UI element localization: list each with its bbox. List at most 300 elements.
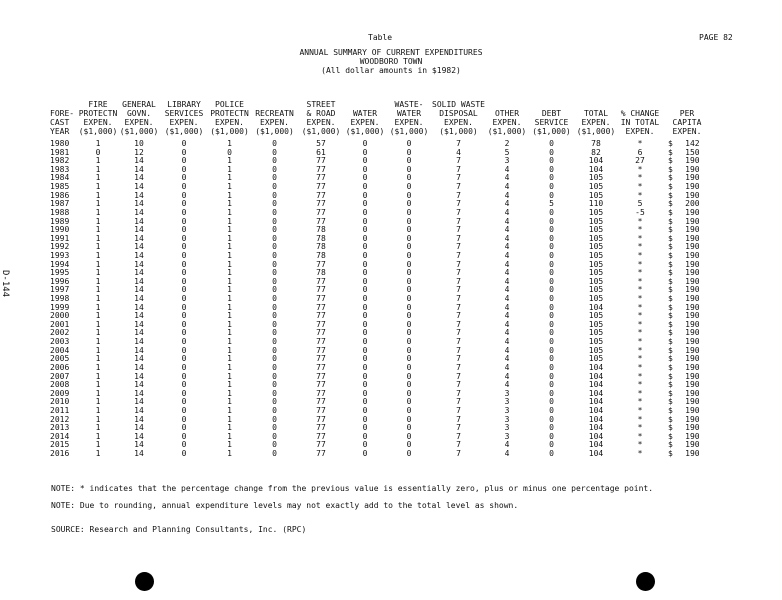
- table-cell: 77: [316, 311, 326, 321]
- column-header: [78, 100, 118, 140]
- table-cell: 7: [456, 164, 461, 174]
- table-cell: 7: [456, 139, 461, 149]
- table-cell: 78: [316, 233, 326, 243]
- table-cell: 0: [181, 371, 187, 381]
- table-cell: 0: [272, 182, 277, 192]
- table-cell: 0: [181, 388, 187, 398]
- year-cell: 2003: [50, 337, 70, 347]
- column-header-line: TOTAL: [583, 109, 609, 118]
- table-cell: 0: [272, 423, 277, 433]
- table-cell: 3: [504, 414, 510, 424]
- table-cell: 4: [504, 199, 510, 209]
- table-cell: 1: [227, 233, 232, 243]
- table-cell: 105: [588, 319, 604, 329]
- table-cell: 0: [362, 319, 368, 329]
- table-cell: 0: [362, 276, 368, 286]
- table-cell: 0: [272, 294, 277, 304]
- table-cell: 14: [134, 397, 144, 407]
- table-cell: 0: [181, 294, 187, 304]
- table-cell: 14: [134, 276, 144, 286]
- table-cell: 105: [588, 250, 604, 260]
- year-cell: 1986: [50, 190, 70, 200]
- table-cell: 4: [504, 380, 510, 390]
- table-cell: *: [637, 414, 643, 424]
- per-capita-value: 190: [685, 405, 700, 415]
- table-cell: *: [637, 337, 643, 347]
- table-cell: 0: [406, 328, 412, 338]
- table-cell: 14: [134, 207, 144, 217]
- table-cell: 105: [588, 207, 604, 217]
- table-cell: 78: [316, 250, 326, 260]
- table-cell: 0: [406, 354, 412, 364]
- table-cell: 1: [227, 354, 232, 364]
- table-cell: 0: [406, 276, 412, 286]
- table-cell: 1: [95, 431, 101, 441]
- table-cell: 77: [316, 285, 326, 295]
- column-header-line: ($1,000): [255, 127, 294, 136]
- table-row: [50, 269, 712, 278]
- column-header-line: ($1,000): [119, 127, 159, 136]
- table-cell: 1: [227, 207, 232, 217]
- column-header-line: WATER: [396, 109, 422, 118]
- table-cell: 4: [504, 311, 510, 321]
- table-cell: 0: [272, 371, 277, 381]
- table-cell: 7: [456, 405, 461, 415]
- table-cell: 0: [272, 190, 277, 200]
- table-cell: 1: [227, 250, 232, 260]
- table-cell: 0: [181, 173, 187, 183]
- currency-symbol: $: [667, 362, 673, 372]
- table-row: [50, 226, 712, 235]
- year-cell: 2005: [50, 354, 70, 364]
- column-header-line: & ROAD: [306, 109, 336, 118]
- table-cell: 7: [456, 397, 461, 407]
- table-subtitle: WOODBORO TOWN: [359, 57, 423, 66]
- table-cell: 3: [504, 423, 510, 433]
- table-cell: 105: [588, 259, 604, 269]
- currency-symbol: $: [667, 388, 673, 398]
- table-cell: 0: [406, 285, 412, 295]
- column-header-line: FORE-: [50, 109, 75, 118]
- column-header-line: SOLID WASTE: [432, 100, 485, 109]
- table-cell: 1: [95, 139, 101, 149]
- year-cell: 2001: [50, 319, 70, 329]
- table-cell: 7: [456, 388, 461, 398]
- column-header: [344, 100, 386, 140]
- table-cell: 0: [549, 431, 554, 441]
- table-cell: 12: [134, 147, 144, 157]
- table-row: [50, 372, 712, 381]
- table-cell: 105: [588, 337, 604, 347]
- table-cell: 14: [134, 345, 144, 355]
- table-cell: 0: [362, 431, 368, 441]
- table-cell: 0: [362, 380, 368, 390]
- currency-symbol: $: [667, 423, 673, 433]
- table-cell: 1: [227, 173, 232, 183]
- table-cell: 14: [134, 371, 144, 381]
- table-cell: 0: [272, 216, 277, 226]
- table-cell: 7: [456, 328, 461, 338]
- table-cell: 14: [134, 362, 144, 372]
- table-row: [50, 321, 712, 330]
- table-cell: 0: [362, 337, 368, 347]
- table-cell: 4: [504, 216, 510, 226]
- column-header: [118, 100, 160, 140]
- table-cell: 14: [134, 328, 144, 338]
- table-cell: 0: [406, 448, 412, 458]
- table-cell: 77: [316, 207, 326, 217]
- table-cell: 0: [406, 440, 412, 450]
- table-cell: *: [637, 354, 643, 364]
- table-cell: 1: [95, 354, 101, 364]
- table-cell: 4: [504, 337, 510, 347]
- column-header-line: [251, 100, 298, 109]
- table-cell: 14: [134, 156, 144, 166]
- table-cell: 27: [635, 156, 645, 166]
- currency-symbol: $: [667, 405, 673, 415]
- table-cell: 0: [181, 216, 187, 226]
- currency-symbol: $: [667, 139, 673, 149]
- year-cell: 2006: [50, 362, 70, 372]
- table-cell: 1: [95, 173, 101, 183]
- table-cell: 1: [95, 190, 101, 200]
- table-cell: 0: [272, 440, 277, 450]
- table-cell: 0: [549, 250, 554, 260]
- table-cell: 0: [549, 440, 554, 450]
- year-cell: 1996: [50, 276, 70, 286]
- currency-symbol: $: [667, 311, 673, 321]
- column-header-line: ($1,000): [576, 127, 616, 136]
- table-cell: 0: [181, 259, 187, 269]
- table-cell: 14: [134, 302, 144, 312]
- table-cell: 7: [456, 337, 461, 347]
- table-cell: *: [637, 268, 643, 278]
- table-cell: 1: [95, 285, 101, 295]
- table-row: [50, 192, 712, 201]
- year-cell: 1991: [50, 233, 70, 243]
- table-row: [50, 381, 712, 390]
- table-cell: 4: [504, 362, 510, 372]
- table-cell: *: [637, 328, 643, 338]
- table-cell: 0: [549, 294, 554, 304]
- table-cell: 0: [549, 285, 554, 295]
- table-cell: 104: [588, 362, 604, 372]
- table-body: [50, 140, 712, 459]
- year-cell: 2015: [50, 440, 70, 450]
- table-cell: 1: [227, 242, 232, 252]
- column-header-line: ($1,000): [78, 127, 118, 136]
- table-cell: 14: [134, 164, 144, 174]
- table-cell: 0: [406, 147, 412, 157]
- table-cell: 104: [588, 371, 604, 381]
- table-cell: *: [637, 405, 643, 415]
- table-cell: 0: [549, 268, 554, 278]
- per-capita-value: 190: [685, 414, 700, 424]
- table-cell: 77: [316, 319, 326, 329]
- year-cell: 1980: [50, 139, 70, 149]
- table-cell: 0: [362, 199, 368, 209]
- table-cell: 7: [456, 182, 461, 192]
- column-header-line: EXPEN.: [444, 118, 473, 127]
- table-cell: 3: [504, 405, 510, 415]
- per-capita-value: 190: [685, 216, 700, 226]
- currency-symbol: $: [667, 190, 673, 200]
- table-cell: 1: [227, 388, 232, 398]
- table-cell: 104: [588, 302, 604, 312]
- table-cell: 0: [406, 345, 412, 355]
- per-capita-value: 150: [685, 147, 700, 157]
- table-cell: 0: [549, 147, 554, 157]
- year-cell: 1997: [50, 285, 70, 295]
- table-cell: 1: [95, 268, 101, 278]
- column-header-line: [662, 100, 712, 109]
- table-row: [50, 140, 712, 149]
- table-cell: 1: [95, 276, 101, 286]
- table-cell: 77: [316, 173, 326, 183]
- table-cell: 0: [272, 156, 277, 166]
- year-cell: 1994: [50, 259, 70, 269]
- table-cell: 0: [181, 362, 187, 372]
- per-capita-value: 190: [685, 156, 700, 166]
- table-cell: 0: [272, 328, 277, 338]
- table-cell: 0: [272, 380, 277, 390]
- table-cell: 0: [181, 207, 187, 217]
- table-cell: 0: [406, 311, 412, 321]
- table-cell: 77: [316, 302, 326, 312]
- column-header-line: EXPEN.: [306, 118, 336, 127]
- table-cell: 1: [95, 199, 101, 209]
- table-cell: 1: [95, 440, 101, 450]
- table-cell: 0: [181, 242, 187, 252]
- table-cell: 0: [549, 397, 554, 407]
- table-cell: 105: [588, 285, 604, 295]
- column-header-line: PROTECTN: [210, 109, 249, 118]
- table-cell: 0: [272, 388, 277, 398]
- per-capita-value: 190: [685, 362, 700, 372]
- table-cell: -5: [635, 207, 645, 217]
- table-cell: 0: [272, 259, 277, 269]
- table-cell: 77: [316, 337, 326, 347]
- table-cell: 0: [362, 268, 368, 278]
- table-row: [50, 295, 712, 304]
- table-cell: 0: [272, 250, 277, 260]
- column-header-line: EXPEN.: [124, 118, 154, 127]
- table-cell: 4: [504, 268, 510, 278]
- column-header-line: EXPEN.: [260, 118, 289, 127]
- table-cell: 4: [504, 345, 510, 355]
- table-cell: 0: [406, 242, 412, 252]
- year-cell: 2004: [50, 345, 70, 355]
- table-cell: 0: [549, 337, 554, 347]
- table-row: [50, 390, 712, 399]
- column-header: [618, 100, 662, 140]
- table-cell: 1: [95, 345, 101, 355]
- per-capita-value: 190: [685, 250, 700, 260]
- table-cell: 14: [134, 311, 144, 321]
- table-cell: 1: [95, 414, 101, 424]
- table-cell: 0: [549, 362, 554, 372]
- year-cell: 1981: [50, 147, 70, 157]
- column-header: [386, 100, 432, 140]
- table-cell: 105: [588, 328, 604, 338]
- column-header-line: STREET: [306, 100, 336, 109]
- table-cell: 0: [272, 405, 277, 415]
- table-cell: 0: [272, 225, 277, 235]
- per-capita-value: 190: [685, 423, 700, 433]
- table-cell: 78: [316, 268, 326, 278]
- table-cell: 0: [362, 225, 368, 235]
- table-cell: 105: [588, 276, 604, 286]
- table-cell: 0: [272, 311, 277, 321]
- table-cell: 14: [134, 319, 144, 329]
- table-cell: 0: [549, 345, 554, 355]
- column-header-line: PROTECTN: [78, 109, 118, 118]
- column-header-line: EXPEN.: [672, 127, 702, 136]
- table-cell: 0: [549, 173, 554, 183]
- table-cell: 0: [181, 250, 187, 260]
- table-cell: 1: [95, 182, 101, 192]
- table-cell: 4: [456, 147, 461, 157]
- table-cell: 0: [406, 156, 412, 166]
- table-cell: 1: [95, 319, 101, 329]
- table-cell: 1: [95, 337, 101, 347]
- table-cell: 0: [272, 319, 277, 329]
- column-header-line: GOVN.: [126, 109, 152, 118]
- column-header-line: EXPEN.: [581, 118, 611, 127]
- column-header: [208, 100, 251, 140]
- currency-symbol: $: [667, 225, 673, 235]
- per-capita-value: 190: [685, 173, 700, 183]
- year-cell: 2016: [50, 448, 70, 458]
- table-cell: 105: [588, 216, 604, 226]
- table-cell: 5: [549, 199, 554, 209]
- table-cell: 1: [95, 380, 101, 390]
- table-cell: 0: [95, 147, 101, 157]
- table-cell: 4: [504, 164, 510, 174]
- table-cell: 0: [181, 147, 187, 157]
- per-capita-value: 190: [685, 242, 700, 252]
- table-row: [50, 364, 712, 373]
- table-cell: 0: [181, 414, 187, 424]
- table-row: [50, 424, 712, 433]
- year-cell: 1983: [50, 164, 70, 174]
- table-cell: *: [637, 319, 643, 329]
- year-cell: 2010: [50, 397, 70, 407]
- per-capita-value: 190: [685, 302, 700, 312]
- table-row: [50, 416, 712, 425]
- column-header-line: ($1,000): [389, 127, 429, 136]
- currency-symbol: $: [667, 233, 673, 243]
- table-cell: 1: [227, 190, 232, 200]
- table-cell: 4: [504, 328, 510, 338]
- table-cell: *: [637, 431, 643, 441]
- table-cell: 104: [588, 380, 604, 390]
- currency-symbol: $: [667, 328, 673, 338]
- table-cell: 1: [227, 319, 232, 329]
- table-cell: 0: [362, 139, 368, 149]
- year-cell: 1992: [50, 242, 70, 252]
- table-cell: *: [637, 362, 643, 372]
- table-cell: *: [637, 345, 643, 355]
- table-cell: 0: [181, 164, 187, 174]
- table-cell: 0: [181, 319, 187, 329]
- table-cell: 7: [456, 431, 461, 441]
- year-cell: 2000: [50, 311, 70, 321]
- column-header-line: ($1,000): [301, 127, 341, 136]
- table-cell: *: [637, 233, 643, 243]
- table-cell: *: [637, 190, 643, 200]
- currency-symbol: $: [667, 285, 673, 295]
- table-cell: 0: [362, 250, 368, 260]
- table-cell: 0: [272, 276, 277, 286]
- table-cell: 1: [227, 276, 232, 286]
- table-row: [50, 441, 712, 450]
- table-cell: 0: [406, 233, 412, 243]
- table-cell: 7: [456, 225, 461, 235]
- column-header-line: EXPEN.: [83, 118, 113, 127]
- table-cell: 0: [272, 268, 277, 278]
- table-cell: 1: [95, 259, 101, 269]
- table-cell: 4: [504, 250, 510, 260]
- table-cell: 105: [588, 233, 604, 243]
- column-header-line: RECREATN: [255, 109, 294, 118]
- column-header-line: EXPEN.: [625, 127, 655, 136]
- table-cell: *: [637, 139, 643, 149]
- table-cell: 7: [456, 371, 461, 381]
- table-cell: 77: [316, 276, 326, 286]
- table-cell: 1: [227, 311, 232, 321]
- table-cell: 0: [181, 405, 187, 415]
- table-cell: *: [637, 423, 643, 433]
- table-cell: 14: [134, 182, 144, 192]
- table-cell: 7: [456, 440, 461, 450]
- column-header: [529, 100, 574, 140]
- table-cell: 0: [406, 405, 412, 415]
- table-cell: 77: [316, 388, 326, 398]
- table-cell: 14: [134, 380, 144, 390]
- per-capita-value: 190: [685, 345, 700, 355]
- per-capita-value: 190: [685, 388, 700, 398]
- table-row: [50, 183, 712, 192]
- per-capita-value: 142: [685, 139, 700, 149]
- table-cell: 77: [316, 328, 326, 338]
- table-cell: 7: [456, 259, 461, 269]
- currency-symbol: $: [667, 199, 673, 209]
- table-cell: 0: [181, 190, 187, 200]
- table-cell: 0: [406, 380, 412, 390]
- table-cell: 4: [504, 302, 510, 312]
- table-cell: 105: [588, 225, 604, 235]
- currency-symbol: $: [667, 259, 673, 269]
- table-cell: 7: [456, 285, 461, 295]
- table-cell: 0: [549, 414, 554, 424]
- currency-symbol: $: [667, 354, 673, 364]
- column-header-line: CAPITA: [672, 118, 702, 127]
- column-header-line: ($1,000): [210, 127, 249, 136]
- table-cell: 0: [406, 164, 412, 174]
- table-row: [50, 252, 712, 261]
- table-cell: 0: [406, 337, 412, 347]
- table-cell: 82: [591, 147, 601, 157]
- expenditure-table: [50, 100, 712, 459]
- table-cell: 1: [95, 302, 101, 312]
- table-cell: 1: [227, 164, 232, 174]
- table-cell: 0: [272, 233, 277, 243]
- table-cell: 5: [637, 199, 643, 209]
- table-cell: 0: [406, 173, 412, 183]
- table-cell: *: [637, 380, 643, 390]
- table-cell: 7: [456, 345, 461, 355]
